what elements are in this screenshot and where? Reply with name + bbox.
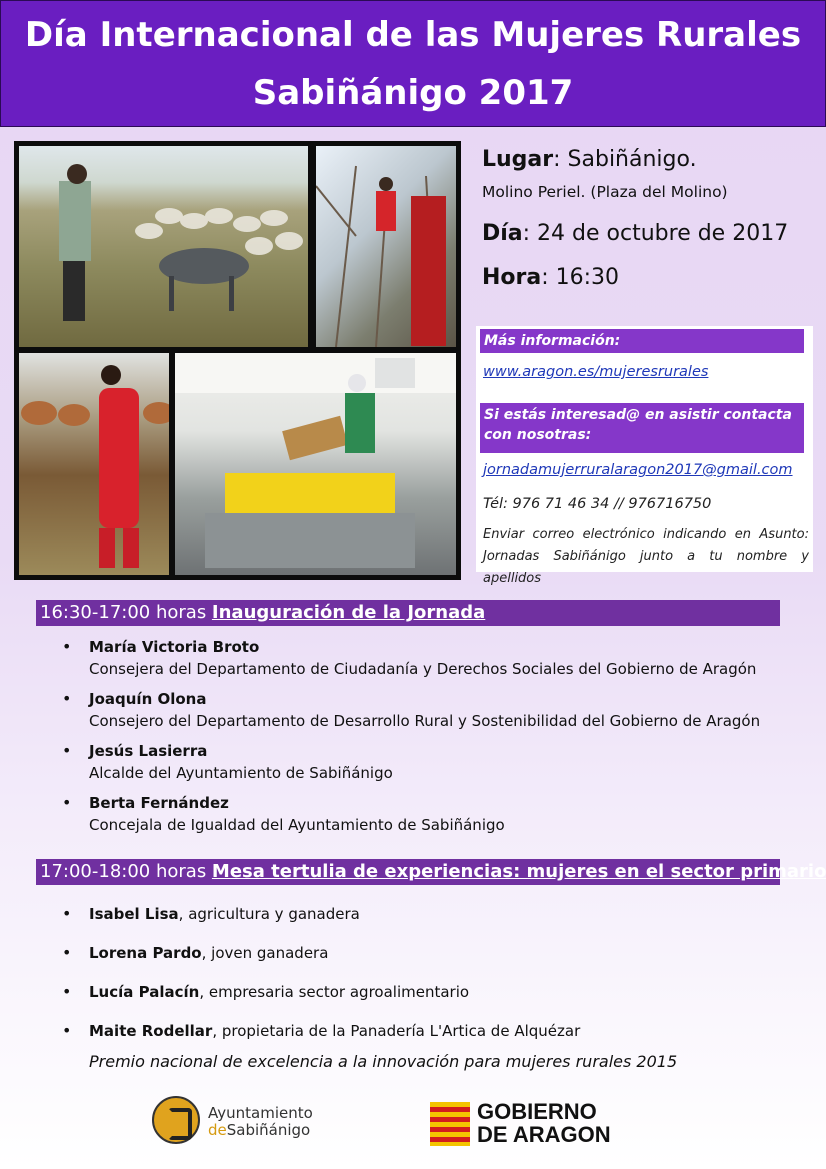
session1-heading (36, 600, 780, 626)
speaker-role: Concejala de Igualdad del Ayuntamiento de Sabiñánigo (89, 816, 505, 834)
speaker-name: Maite Rodellar (89, 1022, 213, 1040)
ayuntamiento-logo-town: Sabiñánigo (226, 1121, 311, 1139)
ayuntamiento-emblem-icon (152, 1096, 200, 1144)
contact-box (476, 326, 813, 586)
speaker-name: • María Victoria Broto (89, 638, 260, 656)
photo-processing (175, 353, 456, 575)
ayuntamiento-logo-de: de (208, 1121, 227, 1139)
session2-heading (36, 859, 826, 885)
phone-text: Tél: 976 71 46 34 // 976716750 (483, 496, 712, 512)
session2-speaker-list (60, 903, 800, 1042)
list-item (60, 903, 800, 925)
photo-shepherd (19, 146, 308, 347)
speaker-name: Lucía Palacín (89, 983, 200, 1001)
speaker-role: , propietaria de la Panadería L'Artica de Alquézar (212, 1022, 581, 1040)
interest-heading: Si estás interesad@ en asistir contacta con nosotras: (480, 403, 804, 453)
list-item (60, 1020, 800, 1042)
speaker-name: • Berta Fernández (89, 794, 229, 812)
date-value: : 24 de octubre de 2017 (522, 221, 789, 246)
location-line (482, 146, 697, 174)
website-link[interactable]: www.aragon.es/mujeresrurales (483, 364, 709, 380)
speaker-name: • Jesús Lasierra (89, 742, 208, 760)
speaker-name: Lorena Pardo (89, 944, 202, 962)
session1-title: Inauguración de la Jornada (211, 602, 486, 623)
date-label: Día (482, 221, 523, 246)
date-line (482, 220, 788, 248)
session2-title: Mesa tertulia de experiencias: mujeres en el sector primario (211, 861, 826, 882)
list-item (60, 792, 800, 836)
list-item (60, 981, 800, 1003)
gobierno-aragon-logo (430, 1100, 630, 1148)
ayuntamiento-logo (152, 1094, 342, 1150)
list-item (60, 688, 800, 732)
speaker-role: Consejera del Departamento de Ciudadanía y Derechos Sociales del Gobierno de Aragón (89, 660, 757, 678)
photo-orchard (316, 146, 456, 347)
page-subtitle: Sabiñánigo 2017 (252, 73, 574, 113)
speaker-role: , agricultura y ganadera (178, 905, 360, 923)
page-title: Día Internacional de las Mujeres Rurales (24, 15, 802, 55)
award-note: Premio nacional de excelencia a la innovación para mujeres rurales 2015 (89, 1052, 678, 1071)
speaker-name: • Joaquín Olona (89, 690, 207, 708)
contact-note: Enviar correo electrónico indicando en Asunto: Jornadas Sabiñánigo junto a tu nombre y apellidos (483, 527, 809, 586)
photo-cattle (19, 353, 169, 575)
page-header (0, 0, 826, 127)
time-value: : 16:30 (541, 265, 620, 290)
gobierno-logo-line1: GOBIERNO (477, 1099, 597, 1124)
ayuntamiento-logo-line1: Ayuntamiento (208, 1104, 313, 1122)
photo-collage (14, 141, 461, 580)
gobierno-logo-line2: DE ARAGON (477, 1122, 611, 1147)
session1-time: 16:30-17:00 horas (40, 602, 212, 623)
speaker-role: Consejero del Departamento de Desarrollo Rural y Sostenibilidad del Gobierno de Aragón (89, 712, 761, 730)
ayuntamiento-logo-line2 (208, 1121, 310, 1139)
session2-time: 17:00-18:00 horas (40, 861, 212, 882)
speaker-role: , empresaria sector agroalimentario (199, 983, 470, 1001)
list-item (60, 636, 800, 680)
aragon-flag-icon (430, 1102, 470, 1146)
time-label: Hora (482, 265, 542, 290)
speaker-role: Alcalde del Ayuntamiento de Sabiñánigo (89, 764, 393, 782)
time-line (482, 264, 619, 292)
speaker-role: , joven ganadera (201, 944, 329, 962)
list-item (60, 740, 800, 784)
location-value: : Sabiñánigo. (553, 147, 697, 172)
list-item (60, 942, 800, 964)
location-detail: Molino Periel. (Plaza del Molino) (482, 183, 728, 201)
speaker-name: Isabel Lisa (89, 905, 179, 923)
session1-speaker-list (60, 636, 800, 836)
location-label: Lugar (482, 147, 554, 172)
more-info-heading: Más información: (480, 329, 804, 353)
email-link[interactable]: jornadamujerruralaragon2017@gmail.com (483, 462, 793, 478)
